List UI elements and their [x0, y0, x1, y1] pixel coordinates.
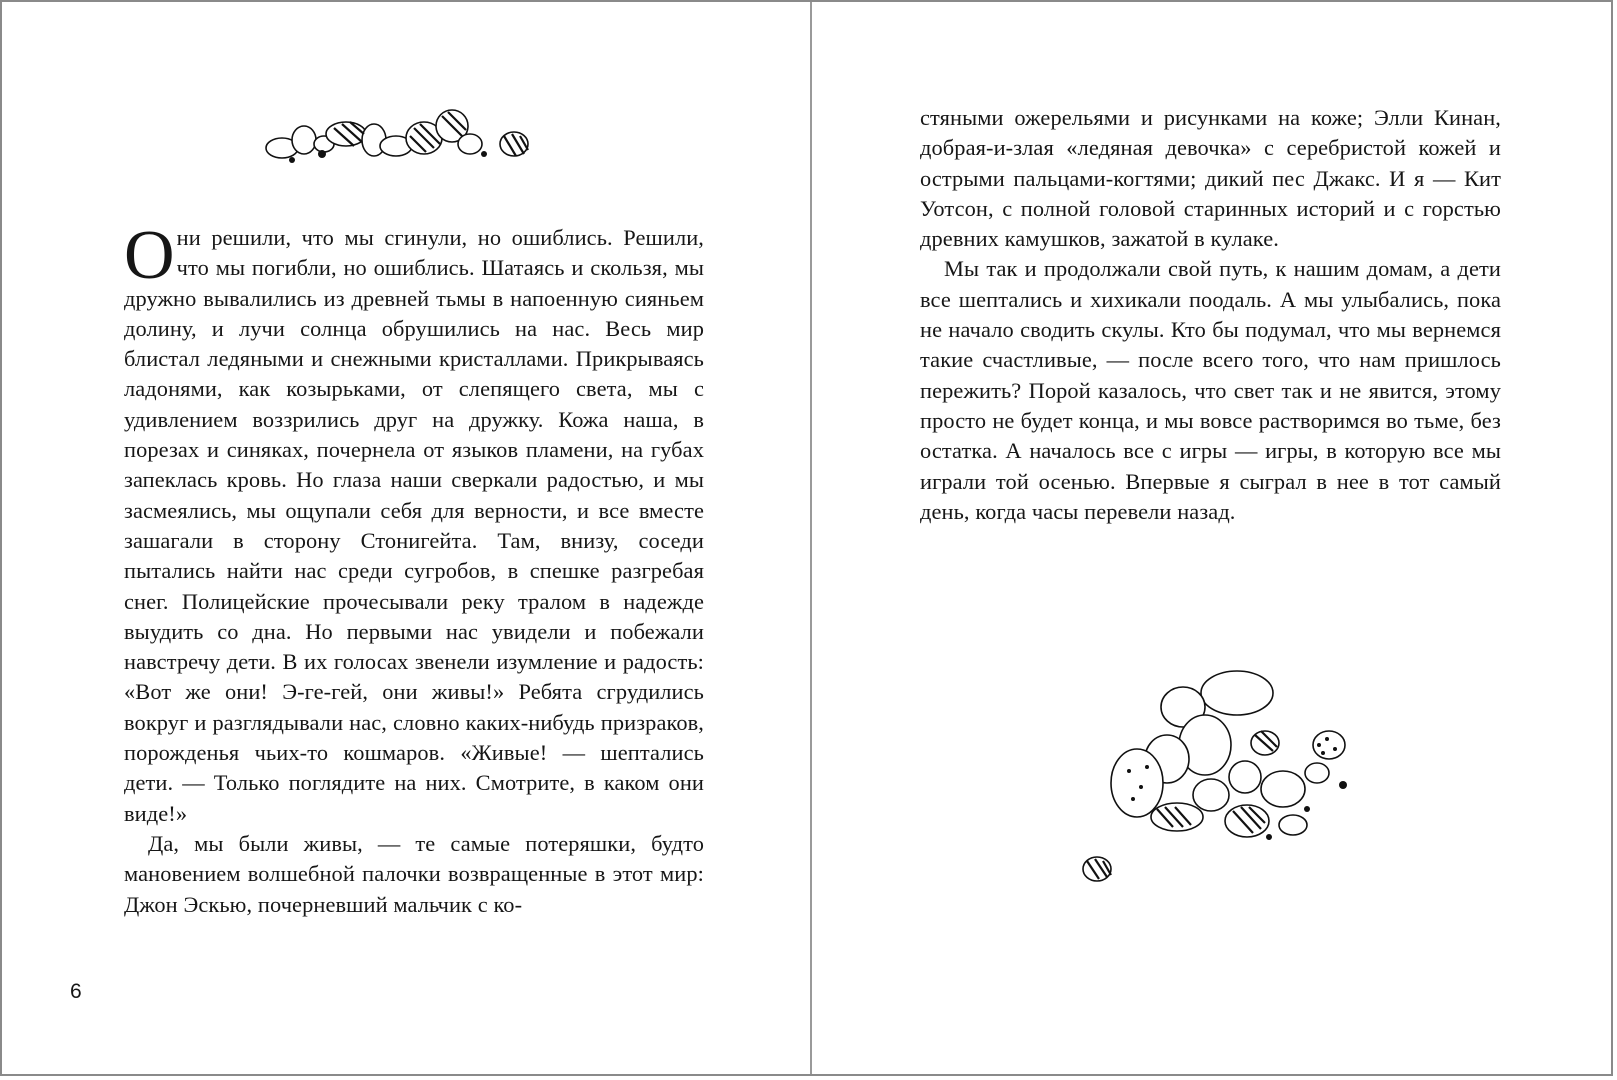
right-page [812, 2, 1611, 1074]
page-number: 6 [70, 980, 82, 1003]
paragraph: Мы так и продолжали свой путь, к нашим домам, а дети все шептались и хихикали поодаль. А мы улыбались, пока не начало сводить скулы. Кто бы подумал, что мы вернемся такие счастливые, — после всего того, что нам пришлось пережить? Порой казалось, что свет так и не явится, этому просто не будет конца, и мы вовсе растворимся во тьме, без остатка. А началось все с игры — игры, в которую все мы играли той осенью. Впервые я сыграл в нее в тот самый день, когда часы перевели назад. [920, 256, 1501, 524]
pebbles-pile-icon [1057, 667, 1357, 907]
right-page-body [920, 103, 1501, 527]
paragraph: Да, мы были живы, — те самые потеряшки, будто мановением волшебной палочки возвращенные в этот мир: Джон Эскью, почерневший мальчик с ко- [124, 830, 704, 917]
book-spread [2, 2, 1611, 1074]
left-page [2, 2, 810, 1074]
continued-paragraph: стяными ожерельями и рисунками на коже; Элли Кинан, добрая-и-злая «ледяная девочка» с серебристой кожей и острыми пальцами-когтями; дикий пес Джакс. И я — Кит Уотсон, с полной головой старинных историй и с горстью древних камушков, зажатой в кулаке. [920, 105, 1501, 252]
opening-paragraph-text: ни решили, что мы сгинули, но ошиблись. Решили, что мы погибли, но ошиблись. Шатаясь и скользя, мы дружно вывалились из древней тьмы в напоенную сияньем долину, и лучи солнца обрушились на нас. Весь мир блистал ледяными и снежными кристаллами. Прикрываясь ладонями, как козырьками, от слепящего света, мы с удивлением воззрились друг на дружку. Кожа наша, в порезах и синяках, почернела от языков пламени, на губах запеклась кровь. Но глаза наши сверкали радостью, и мы засмеялись, мы ощупали себя для верности, и все вместе зашагали в сторону Стонигейта. Там, внизу, соседи пытались найти нас среди сугробов, в спешке разгребая снег. Полицейские прочесывали реку тралом в надежде выудить со дна. Но первыми нас увидели и побежали навстречу дети. В их голосах звенели изумление и радость: «Вот же они! Э-ге-гей, они живы!» Ребята сгрудились вокруг и разглядывали нас, словно каких-нибудь призраков, порожденья чьих-то кошмаров. «Живые! — шептались дети. — Только поглядите на них. Смотрите, в каком они виде!» [124, 225, 704, 826]
pebbles-row-icon [264, 102, 554, 172]
left-page-body [124, 217, 704, 920]
opening-paragraph [124, 217, 704, 829]
drop-cap: О [124, 217, 175, 294]
